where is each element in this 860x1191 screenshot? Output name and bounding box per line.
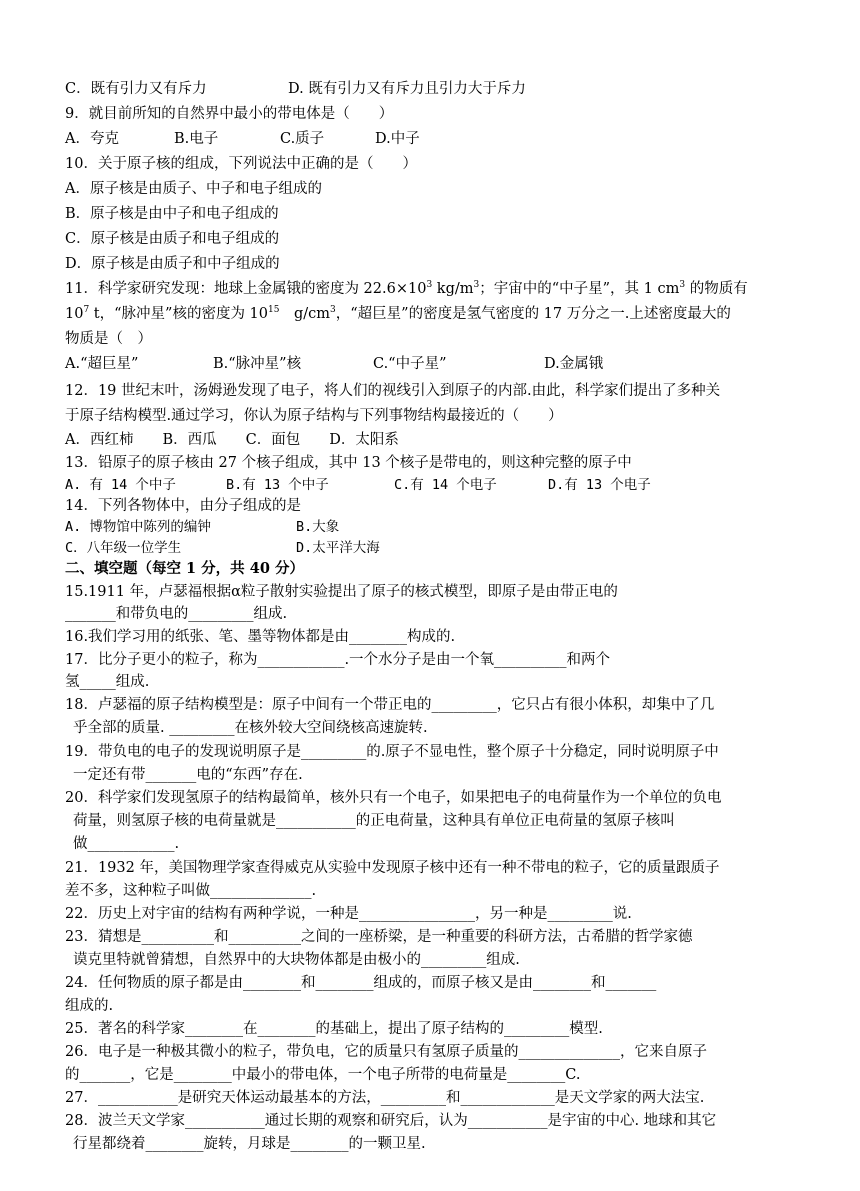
q9-stem: 9．就目前所知的自然界中最小的带电体是（ ） — [65, 106, 394, 122]
q11-option-d: D.金属锇 — [544, 356, 604, 372]
q9-option-c: C.质子 — [280, 131, 325, 147]
q26-line-1: 26．电子是一种极其微小的粒子，带负电，它的质量只有氢原子质量的______________，它来自原子 — [65, 1044, 707, 1060]
q8-option-c: C．既有引力又有斥力 — [65, 81, 207, 97]
q14-option-a: A. 博物馆中陈列的编钟 — [65, 519, 211, 535]
q20-line-2: 荷量，则氢原子核的电荷量就是___________的正电荷量，这种具有单位正电荷量的氢原子核叫 — [73, 813, 675, 829]
q13-option-a: A. 有 14 个中子 — [65, 477, 176, 493]
q9-option-a: A．夸克 — [65, 131, 119, 147]
q21-line-2: 差不多，这种粒子叫做______________. — [65, 883, 317, 899]
q18-line-2: 乎全部的质量. _________在核外较大空间绕核高速旋转. — [73, 720, 428, 736]
q23-line-2: 谟克里特就曾猜想，自然界中的大块物体都是由极小的_________组成. — [73, 952, 520, 968]
q20-line-1: 20．科学家们发现氢原子的结构最简单，核外只有一个电子，如果把电子的电荷量作为一个单位的负电 — [65, 790, 722, 806]
q10-option-c: C．原子核是由质子和电子组成的 — [65, 231, 280, 247]
q22-text: 22．历史上对宇宙的结构有两种学说，一种是________________，另一种是_________说. — [65, 906, 632, 922]
q12-line-2: 于原子结构模型.通过学习，你认为原子结构与下列事物结构最接近的（ ） — [65, 408, 563, 424]
q12-options: A．西红柿 B．西瓜 C．面包 D．太阳系 — [65, 432, 399, 448]
q11-line-1: 11．科学家研究发现：地球上金属锇的密度为 $22.6\times 10^3$ $kg/m^3$；宇宙中的“中子星”，其 1 $cm^3$ 的物质有 — [65, 280, 748, 297]
q11-option-b: B.“脉冲星”核 — [213, 356, 302, 372]
q13-option-c: C.有 14 个电子 — [394, 477, 497, 493]
q9-option-b: B.电子 — [174, 131, 219, 147]
q15-line-1: 15.1911 年，卢瑟福根据α粒子散射实验提出了原子的核式模型，即原子是由带正电的 — [65, 584, 618, 600]
q9-option-d: D.中子 — [375, 131, 420, 147]
q11-line-3: 物质是（ ） — [65, 331, 152, 347]
q19-line-2: 一定还有带_______电的“东西”存在. — [73, 767, 303, 783]
q24-line-1: 24．任何物质的原子都是由________和________组成的，而原子核又是由________和_______ — [65, 975, 657, 991]
q28-line-1: 28．波兰天文学家___________通过长期的观察和研究后，认为___________是宇宙的中心. 地球和其它 — [65, 1113, 717, 1129]
q11-option-c: C.“中子星” — [373, 356, 447, 372]
q21-line-1: 21．1932 年，美国物理学家查得威克从实验中发现原子核中还有一种不带电的粒子，它的质量跟质子 — [65, 860, 720, 876]
q13-stem: 13．铅原子的原子核由 27 个核子组成，其中 13 个核子是带电的，则这种完整的原子中 — [65, 455, 632, 471]
q13-option-d: D.有 13 个电子 — [548, 477, 651, 493]
q8-option-d: D. 既有引力又有斥力且引力大于斥力 — [288, 81, 526, 97]
q17-line-2: 氢_____组成. — [65, 674, 150, 690]
q27-text: 27．___________是研究天体运动最基本的方法，_________和_____________是天文学家的两大法宝. — [65, 1090, 705, 1106]
q15-line-2: _______和带负电的_________组成. — [65, 606, 288, 622]
q28-line-2: 行星都绕着________旋转，月球是________的一颗卫星. — [73, 1136, 426, 1152]
q10-stem: 10．关于原子核的组成，下列说法中正确的是（ ） — [65, 156, 417, 172]
q14-option-d: D.太平洋大海 — [296, 540, 380, 556]
q18-line-1: 18．卢瑟福的原子结构模型是：原子中间有一个带正电的_________，它只占有很小体积，却集中了几 — [65, 697, 715, 713]
q10-option-a: A．原子核是由质子、中子和电子组成的 — [65, 181, 322, 197]
q17-line-1: 17．比分子更小的粒子，称为____________.一个水分子是由一个氧__________和两个 — [65, 652, 611, 668]
q16-text: 16.我们学习用的纸张、笔、墨等物体都是由________构成的. — [65, 629, 456, 645]
q24-line-2: 组成的. — [65, 998, 114, 1014]
q11-line-2: $10^7$ t，“脉冲星”核的密度为 $10^{15}$ $g/cm^3$，“超巨星”的密度是氢气密度的 17 万分之一.上述密度最大的 — [65, 305, 731, 322]
q12-line-1: 12．19 世纪末叶，汤姆逊发现了电子，将人们的视线引入到原子的内部.由此，科学家们提出了多种关 — [65, 383, 721, 399]
section-2-heading: 二、填空题（每空 1 分，共 40 分） — [65, 560, 304, 577]
q23-line-1: 23．猜想是__________和__________之间的一座桥梁，是一种重要的科研方法，古希腊的哲学家德 — [65, 929, 693, 945]
q10-option-d: D．原子核是由质子和中子组成的 — [65, 256, 280, 272]
q14-option-b: B.大象 — [296, 519, 340, 535]
q25-text: 25．著名的科学家________在________的基础上，提出了原子结构的_________模型. — [65, 1021, 603, 1037]
q14-option-c: C．八年级一位学生 — [65, 540, 182, 556]
q11-option-a: A.“超巨星” — [65, 356, 139, 372]
q10-option-b: B．原子核是由中子和电子组成的 — [65, 206, 279, 222]
q13-option-b: B.有 13 个中子 — [226, 477, 329, 493]
q19-line-1: 19．带负电的电子的发现说明原子是_________的.原子不显电性，整个原子十分稳定，同时说明原子中 — [65, 744, 719, 760]
q20-line-3: 做____________. — [73, 836, 180, 852]
q14-stem: 14．下列各物体中，由分子组成的是 — [65, 498, 301, 514]
q26-line-2: 的_______，它是________中最小的带电体，一个电子所带的电荷量是________C. — [65, 1067, 581, 1083]
